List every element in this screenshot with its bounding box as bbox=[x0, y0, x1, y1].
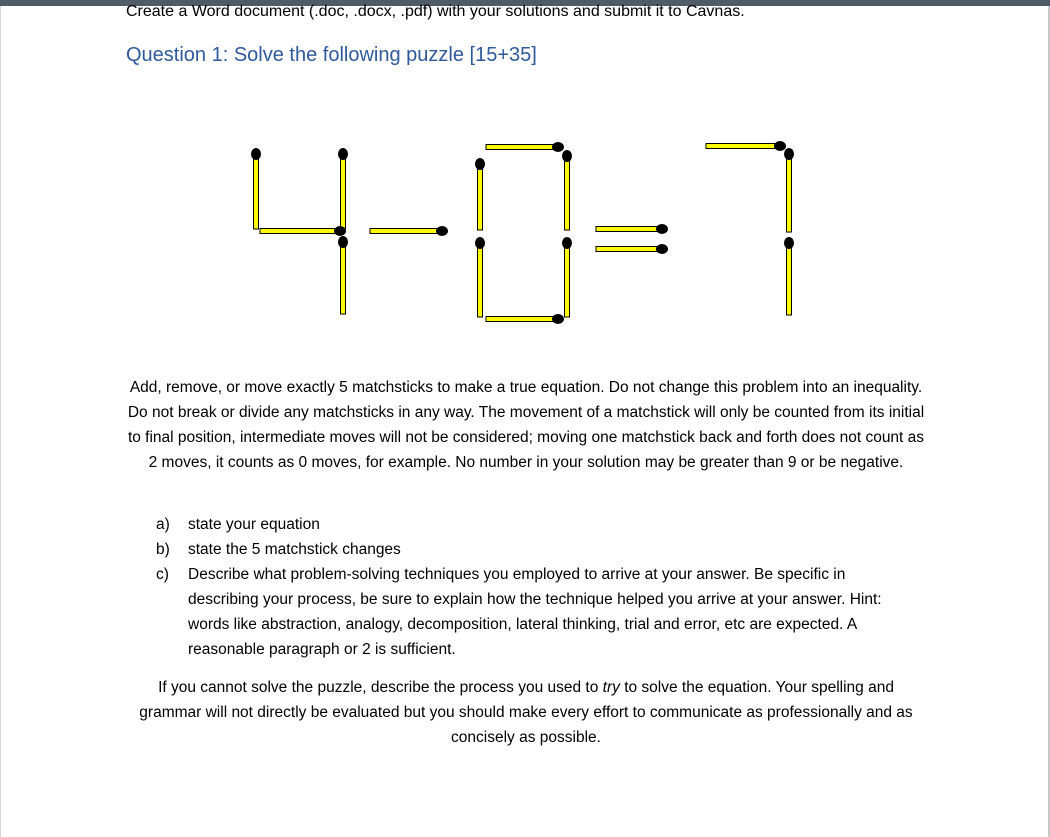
question-title: Question 1: Solve the following puzzle [15+35] bbox=[126, 44, 537, 66]
list-marker: c) bbox=[156, 566, 169, 583]
matchstick bbox=[475, 158, 485, 230]
matchstick bbox=[784, 237, 794, 315]
matchstick bbox=[260, 226, 346, 236]
matchstick bbox=[562, 150, 572, 230]
page-left-border bbox=[0, 6, 1, 837]
list-item bbox=[156, 537, 916, 562]
digit-zero bbox=[475, 142, 572, 324]
matchstick bbox=[251, 148, 261, 229]
closing-text-part1: If you cannot solve the puzzle, describe the process you used to bbox=[158, 679, 603, 696]
matchstick-puzzle bbox=[230, 130, 810, 330]
task-list bbox=[156, 512, 916, 662]
digit-four bbox=[251, 148, 348, 314]
matchstick bbox=[486, 142, 564, 152]
list-item bbox=[156, 512, 916, 537]
list-item-text: Describe what problem-solving techniques you employed to arrive at your answer. Be specific in describing your process, be sure to explain how the technique helped you arrive at your answer. Hint: words like abstraction, analogy, decomposition, lateral thinking, trial and error, etc are expected. A reasonable paragraph or 2 is sufficient. bbox=[188, 566, 882, 658]
closing-paragraph bbox=[126, 675, 926, 750]
closing-emphasis: try bbox=[602, 679, 620, 696]
matchstick bbox=[706, 141, 786, 151]
instructions-paragraph bbox=[126, 375, 926, 475]
minus-sign bbox=[370, 226, 448, 236]
matchstick bbox=[486, 314, 564, 324]
matchstick bbox=[562, 237, 572, 317]
list-marker: b) bbox=[156, 541, 170, 558]
list-marker: a) bbox=[156, 516, 170, 533]
equals-sign bbox=[596, 224, 668, 254]
intro-text: Create a Word document (.doc, .docx, .pdf) with your solutions and submit it to Cavnas. bbox=[126, 3, 745, 20]
list-item bbox=[156, 562, 916, 662]
matchstick bbox=[784, 148, 794, 232]
matchstick bbox=[475, 237, 485, 317]
closing-text bbox=[126, 675, 926, 750]
matchstick bbox=[338, 148, 348, 229]
list-item-text: state the 5 matchstick changes bbox=[188, 541, 401, 558]
digit-seven bbox=[706, 141, 794, 315]
list-item-text: state your equation bbox=[188, 516, 320, 533]
closing-text-part2: to solve the equation. Your spelling and grammar will not directly be evaluated but you should make every effort to communicate as professionally and as concisely as possible. bbox=[139, 679, 913, 746]
matchstick bbox=[338, 236, 348, 314]
instructions-text: Add, remove, or move exactly 5 matchsticks to make a true equation. Do not change this problem into an inequality. Do not break or divide any matchsticks in any way. The movement of a matchstick will only be counted from its initial to final position, intermediate moves will not be considered; moving one matchstick back and forth does not count as 2 moves, it counts as 0 moves, for example. No number in your solution may be greater than 9 or be negative. bbox=[127, 379, 925, 471]
